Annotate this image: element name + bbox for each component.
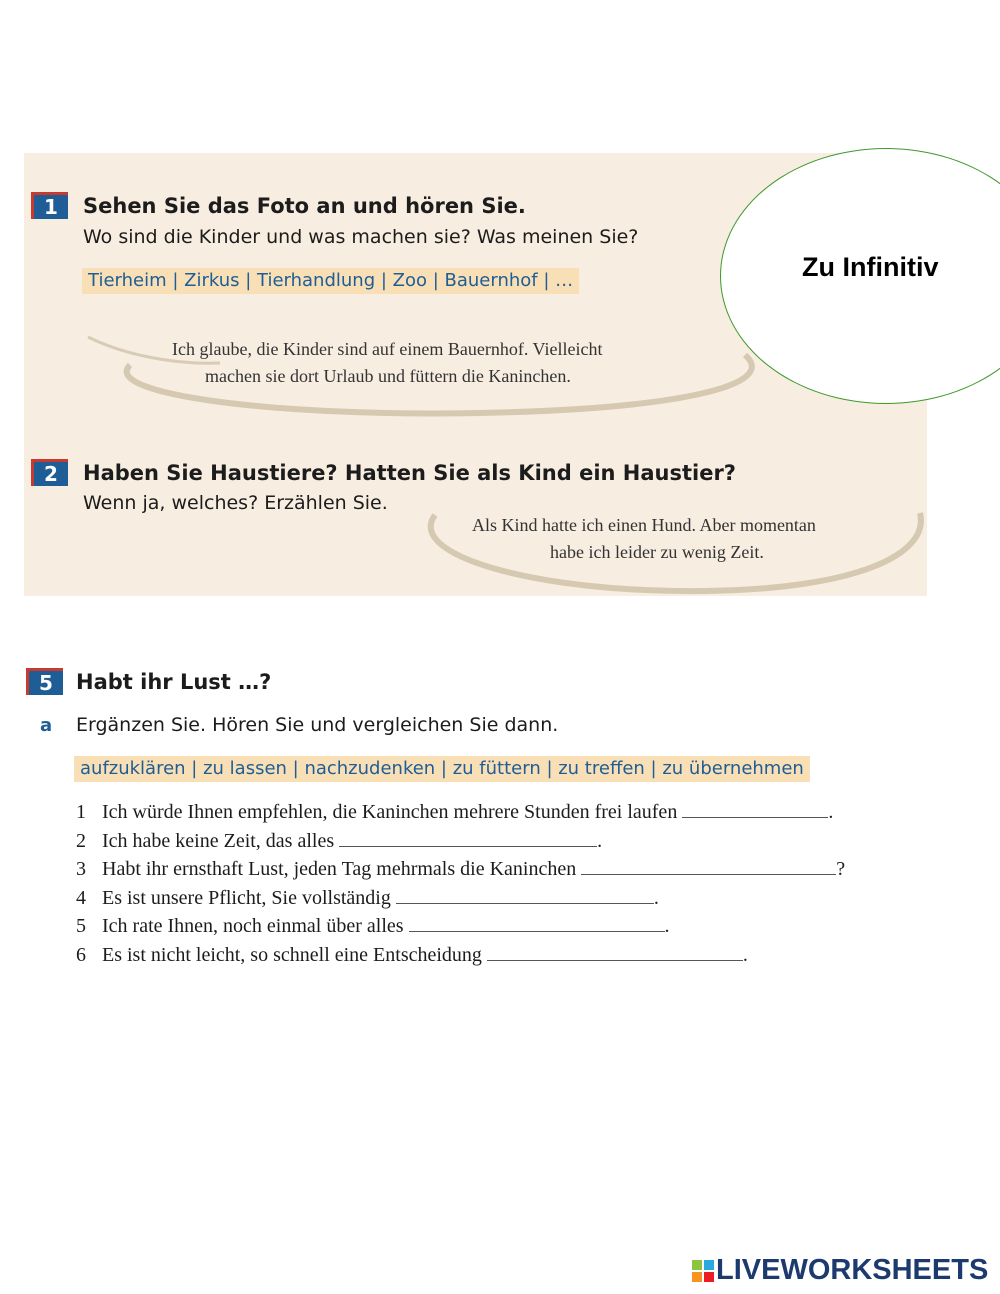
task-2-subtitle: Wenn ja, welches? Erzählen Sie. [83, 492, 388, 514]
answer-blank-6[interactable] [487, 942, 743, 961]
answer-blank-3[interactable] [581, 856, 836, 875]
task-5-number: 5 [26, 668, 63, 695]
sentence-text: Ich habe keine Zeit, das alles [102, 830, 335, 852]
task-2-title: Haben Sie Haustiere? Hatten Sie als Kind ein Haustier? [83, 461, 736, 485]
task-2-bubble-line-2: habe ich leider zu wenig Zeit. [550, 542, 764, 562]
sentence-text: Es ist unsere Pflicht, Sie vollständig [102, 887, 391, 909]
sentence-number: 3 [76, 858, 86, 880]
sentence-3 [76, 855, 845, 883]
answer-blank-1[interactable] [682, 799, 828, 818]
task-5-instruction: Ergänzen Sie. Hören Sie und vergleichen Sie dann. [76, 714, 559, 736]
sentence-text: Ich rate Ihnen, noch einmal über alles [102, 915, 404, 937]
task-1-title: Sehen Sie das Foto an und hören Sie. [83, 194, 526, 218]
logo-text: LIVEWORKSHEETS [716, 1254, 989, 1286]
task-5-part-letter: a [40, 715, 53, 736]
sentence-end: . [597, 830, 603, 852]
sentence-end: . [742, 944, 748, 966]
task-1-bubble-line-1: Ich glaube, die Kinder sind auf einem Bauernhof. Vielleicht [172, 339, 603, 359]
answer-blank-2[interactable] [339, 828, 597, 847]
task-5-word-box: aufzuklären | zu lassen | nachzudenken | zu füttern | zu treffen | zu übernehmen [74, 756, 810, 782]
sentence-end: . [653, 887, 659, 909]
sentence-end: . [828, 801, 834, 823]
sentence-text: Es ist nicht leicht, so schnell eine Entscheidung [102, 944, 482, 966]
sentence-text: Ich würde Ihnen empfehlen, die Kaninchen mehrere Stunden frei laufen [102, 801, 678, 823]
task-1-number: 1 [31, 192, 68, 219]
topic-label: Zu Infinitiv [802, 252, 939, 282]
sentence-number: 1 [76, 801, 86, 823]
sentence-number: 5 [76, 915, 86, 937]
answer-blank-5[interactable] [409, 913, 665, 932]
sentence-number: 2 [76, 830, 86, 852]
liveworksheets-logo [692, 1254, 988, 1284]
sentence-4 [76, 884, 659, 912]
answer-blank-4[interactable] [396, 885, 654, 904]
sentence-1 [76, 798, 833, 826]
sentence-end: ? [836, 858, 846, 880]
task-1-subtitle: Wo sind die Kinder und was machen sie? Was meinen Sie? [83, 226, 639, 248]
sentence-number: 4 [76, 887, 86, 909]
task-2-number: 2 [31, 459, 68, 486]
task-2-bubble-line-1: Als Kind hatte ich einen Hund. Aber momentan [472, 515, 816, 535]
task-1-word-box: Tierheim | Zirkus | Tierhandlung | Zoo | Bauernhof | … [82, 268, 579, 294]
sentence-6 [76, 941, 748, 969]
sentence-end: . [664, 915, 670, 937]
sentence-2 [76, 827, 602, 855]
task-1-bubble-line-2: machen sie dort Urlaub und füttern die Kaninchen. [205, 366, 571, 386]
logo-blocks-icon [692, 1260, 714, 1282]
sentence-number: 6 [76, 944, 86, 966]
sentence-text: Habt ihr ernsthaft Lust, jeden Tag mehrmals die Kaninchen [102, 858, 577, 880]
task-5-title: Habt ihr Lust …? [76, 670, 272, 694]
sentence-5 [76, 912, 670, 940]
